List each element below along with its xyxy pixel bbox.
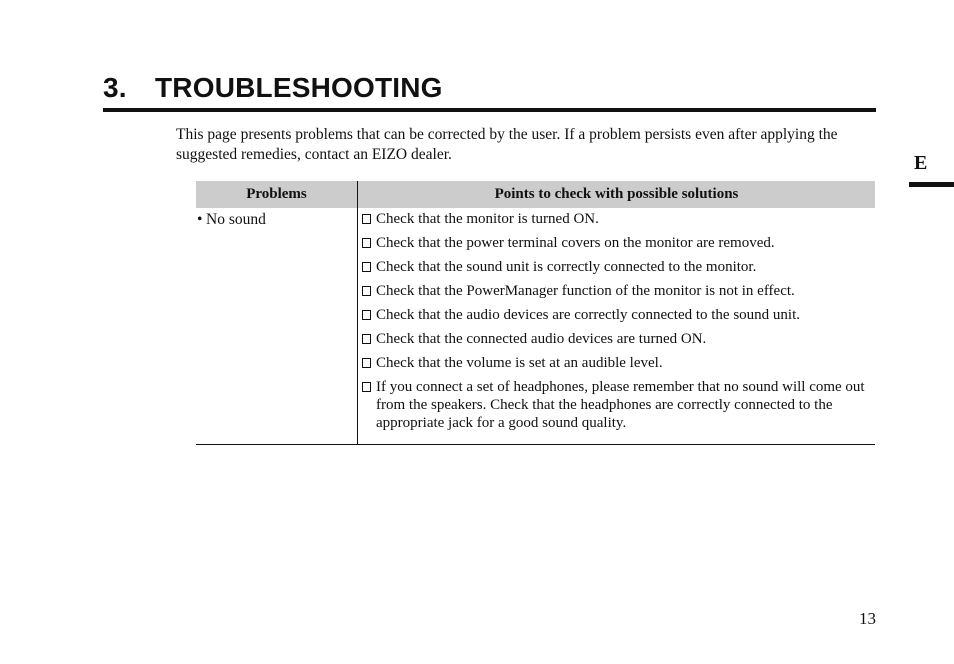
solution-text: Check that the power terminal covers on the monitor are removed. <box>376 235 775 251</box>
page-number: 13 <box>859 609 876 628</box>
language-tab-bar <box>909 182 954 187</box>
solution-item <box>362 378 872 432</box>
checkbox-square-icon <box>362 358 371 368</box>
column-divider <box>357 181 358 444</box>
solution-text: Check that the PowerManager function of the monitor is not in effect. <box>376 283 795 299</box>
bullet-icon: • <box>197 211 203 228</box>
section-number: 3. <box>103 72 127 103</box>
checkbox-square-icon <box>362 286 371 296</box>
solution-item <box>362 330 872 348</box>
checkbox-square-icon <box>362 214 371 224</box>
solution-item <box>362 354 872 372</box>
solution-text: Check that the sound unit is correctly connected to the monitor. <box>376 259 757 275</box>
solution-text: Check that the connected audio devices are turned ON. <box>376 331 707 347</box>
solutions-list <box>362 210 872 438</box>
solution-text: Check that the monitor is turned ON. <box>376 211 599 227</box>
checkbox-square-icon <box>362 262 371 272</box>
language-tab-letter: E <box>914 152 928 174</box>
intro-paragraph: This page presents problems that can be corrected by the user. If a problem persists even after applying the suggested remedies, contact an EIZO dealer. <box>176 126 838 163</box>
solution-text: If you connect a set of headphones, please remember that no sound will come out from the speakers. Check that the headphones are correctly connected to the appropriate jack for a good sound quality. <box>376 379 865 431</box>
solution-text: Check that the audio devices are correctly connected to the sound unit. <box>376 307 801 323</box>
header-problems: Problems <box>246 186 307 202</box>
solution-item <box>362 282 872 300</box>
checkbox-square-icon <box>362 238 371 248</box>
solution-item <box>362 234 872 252</box>
solution-item <box>362 306 872 324</box>
section-heading <box>103 72 443 104</box>
heading-rule <box>103 108 876 112</box>
solution-text: Check that the volume is set at an audible level. <box>376 355 663 371</box>
section-title: TROUBLESHOOTING <box>155 72 443 103</box>
solution-item <box>362 258 872 276</box>
solution-item <box>362 210 872 228</box>
troubleshooting-table <box>196 181 875 445</box>
problem-item <box>197 210 266 230</box>
checkbox-square-icon <box>362 334 371 344</box>
header-points: Points to check with possible solutions <box>494 186 739 202</box>
checkbox-square-icon <box>362 382 371 392</box>
table-header-row <box>196 181 875 208</box>
problem-label: No sound <box>206 211 266 228</box>
checkbox-square-icon <box>362 310 371 320</box>
